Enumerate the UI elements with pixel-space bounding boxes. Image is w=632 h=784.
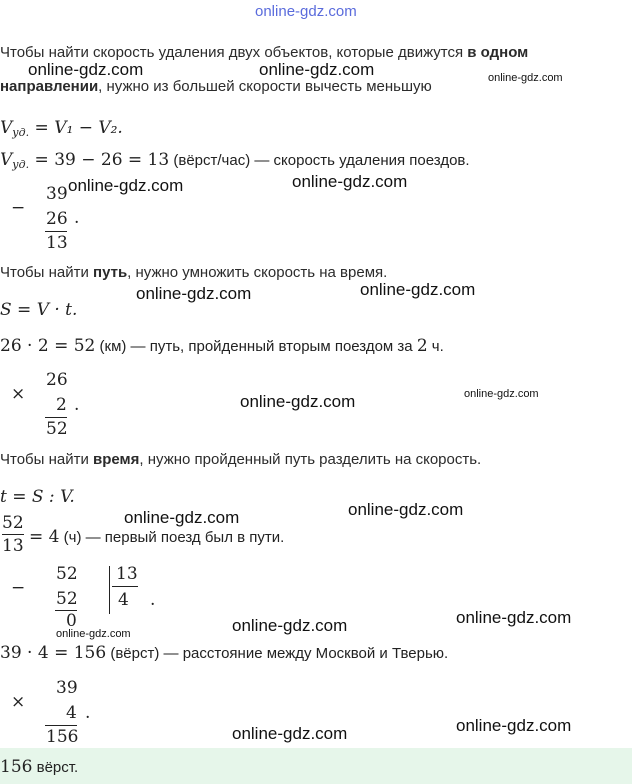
div-quotient: 4	[118, 590, 129, 610]
s3-calc	[29, 527, 284, 547]
fraction-numerator: 52	[2, 513, 24, 533]
col-mid: 26	[46, 209, 68, 229]
s2-paragraph	[0, 264, 387, 281]
watermark: online-gdz.com	[292, 172, 408, 191]
s2-calc-end: ч.	[427, 338, 444, 355]
watermark: online-gdz.com	[240, 392, 356, 411]
s3-bold: время	[93, 451, 140, 468]
col-line	[45, 725, 77, 726]
col-mid: 2	[56, 395, 67, 415]
col-dot: .	[74, 395, 80, 415]
col-top: 39	[56, 678, 78, 698]
watermark: online-gdz.com	[360, 280, 476, 299]
formula-v: V	[0, 118, 13, 138]
answer-number: 156	[0, 757, 33, 777]
s4-calc-desc: (вёрст) — расстояние между Москвой и Тверью.	[106, 645, 449, 662]
col-dot: .	[85, 703, 91, 723]
s1-text-rest: , нужно из большей скорости вычесть меньшую	[98, 78, 432, 95]
watermark: online-gdz.com	[456, 608, 572, 627]
s3-calc-expr: = 4	[29, 527, 60, 547]
div-vertical-bar	[109, 566, 110, 614]
s1-paragraph-line1	[0, 44, 528, 61]
s2-calc-desc: (км) — путь, пройденный вторым поездом за	[95, 338, 417, 355]
div-remainder: 0	[66, 611, 77, 631]
s1-text: Чтобы найти скорость удаления двух объектов, которые движутся	[0, 44, 468, 61]
watermark: online-gdz.com	[348, 500, 464, 519]
watermark: online-gdz.com	[28, 60, 144, 79]
s3-calc-desc: (ч) — первый поезд был в пути.	[59, 529, 285, 546]
col-top: 26	[46, 370, 68, 390]
col-sign: ×	[11, 692, 26, 712]
col-line	[45, 417, 67, 418]
calc-sub: уд.	[12, 158, 30, 171]
col-sign: −	[11, 198, 26, 218]
watermark: online-gdz.com	[56, 628, 131, 640]
s2-formula	[0, 300, 77, 320]
div-divisor-line	[112, 586, 138, 587]
col-result: 156	[46, 727, 79, 747]
calc-expr: = 39 − 26 = 13	[29, 150, 170, 170]
s3-formula-text: t = S : V.	[0, 487, 75, 507]
s1-formula	[0, 118, 123, 139]
watermark: online-gdz.com	[68, 176, 184, 195]
div-subtrahend: 52	[56, 589, 78, 609]
watermark: online-gdz.com	[124, 508, 240, 527]
watermark-top: online-gdz.com	[255, 3, 357, 20]
s1-paragraph-line2	[0, 78, 432, 95]
s3-formula	[0, 487, 75, 507]
watermark: online-gdz.com	[488, 72, 563, 84]
answer	[0, 757, 78, 777]
col-sign: ×	[11, 384, 26, 404]
watermark: online-gdz.com	[464, 388, 539, 400]
fraction-denominator: 13	[2, 536, 24, 556]
s2-text-rest: , нужно умножить скорость на время.	[127, 264, 388, 281]
formula-rhs: = V₁ − V₂.	[29, 118, 123, 138]
col-mid: 4	[66, 703, 77, 723]
col-line	[45, 231, 67, 232]
s2-text: Чтобы найти	[0, 264, 94, 281]
s2-calc-num: 2	[416, 336, 428, 356]
watermark: online-gdz.com	[456, 716, 572, 735]
div-sign: −	[11, 578, 26, 598]
col-result: 13	[46, 233, 68, 253]
div-divisor: 13	[116, 564, 138, 584]
div-dividend: 52	[56, 564, 78, 584]
col-dot: .	[74, 208, 80, 228]
s2-formula-text: S = V · t.	[0, 300, 78, 320]
watermark: online-gdz.com	[232, 724, 348, 743]
s1-bold-text: в одном	[467, 44, 529, 61]
col-top: 39	[46, 184, 68, 204]
s3-paragraph	[0, 451, 481, 468]
s3-text-rest: , нужно пройденный путь разделить на скорость.	[139, 451, 482, 468]
div-dot: .	[150, 590, 156, 610]
s4-calc-expr: 39 · 4 = 156	[0, 643, 107, 663]
s1-calc	[0, 150, 470, 171]
s3-text: Чтобы найти	[0, 451, 94, 468]
s2-calc-expr: 26 · 2 = 52	[0, 336, 96, 356]
watermark: online-gdz.com	[259, 60, 375, 79]
formula-sub: уд.	[12, 126, 30, 139]
col-result: 52	[46, 419, 68, 439]
calc-desc: (вёрст/час) — скорость удаления поездов.	[169, 152, 470, 169]
s4-calc	[0, 643, 448, 663]
s2-calc	[0, 336, 444, 356]
calc-v: V	[0, 150, 13, 170]
s1-bold-direction: направлении	[0, 78, 99, 95]
answer-text: вёрст.	[32, 759, 79, 776]
fraction-line	[2, 534, 24, 535]
watermark: online-gdz.com	[232, 616, 348, 635]
watermark: online-gdz.com	[136, 284, 252, 303]
answer-bar	[0, 748, 632, 784]
s2-bold: путь	[93, 264, 128, 281]
